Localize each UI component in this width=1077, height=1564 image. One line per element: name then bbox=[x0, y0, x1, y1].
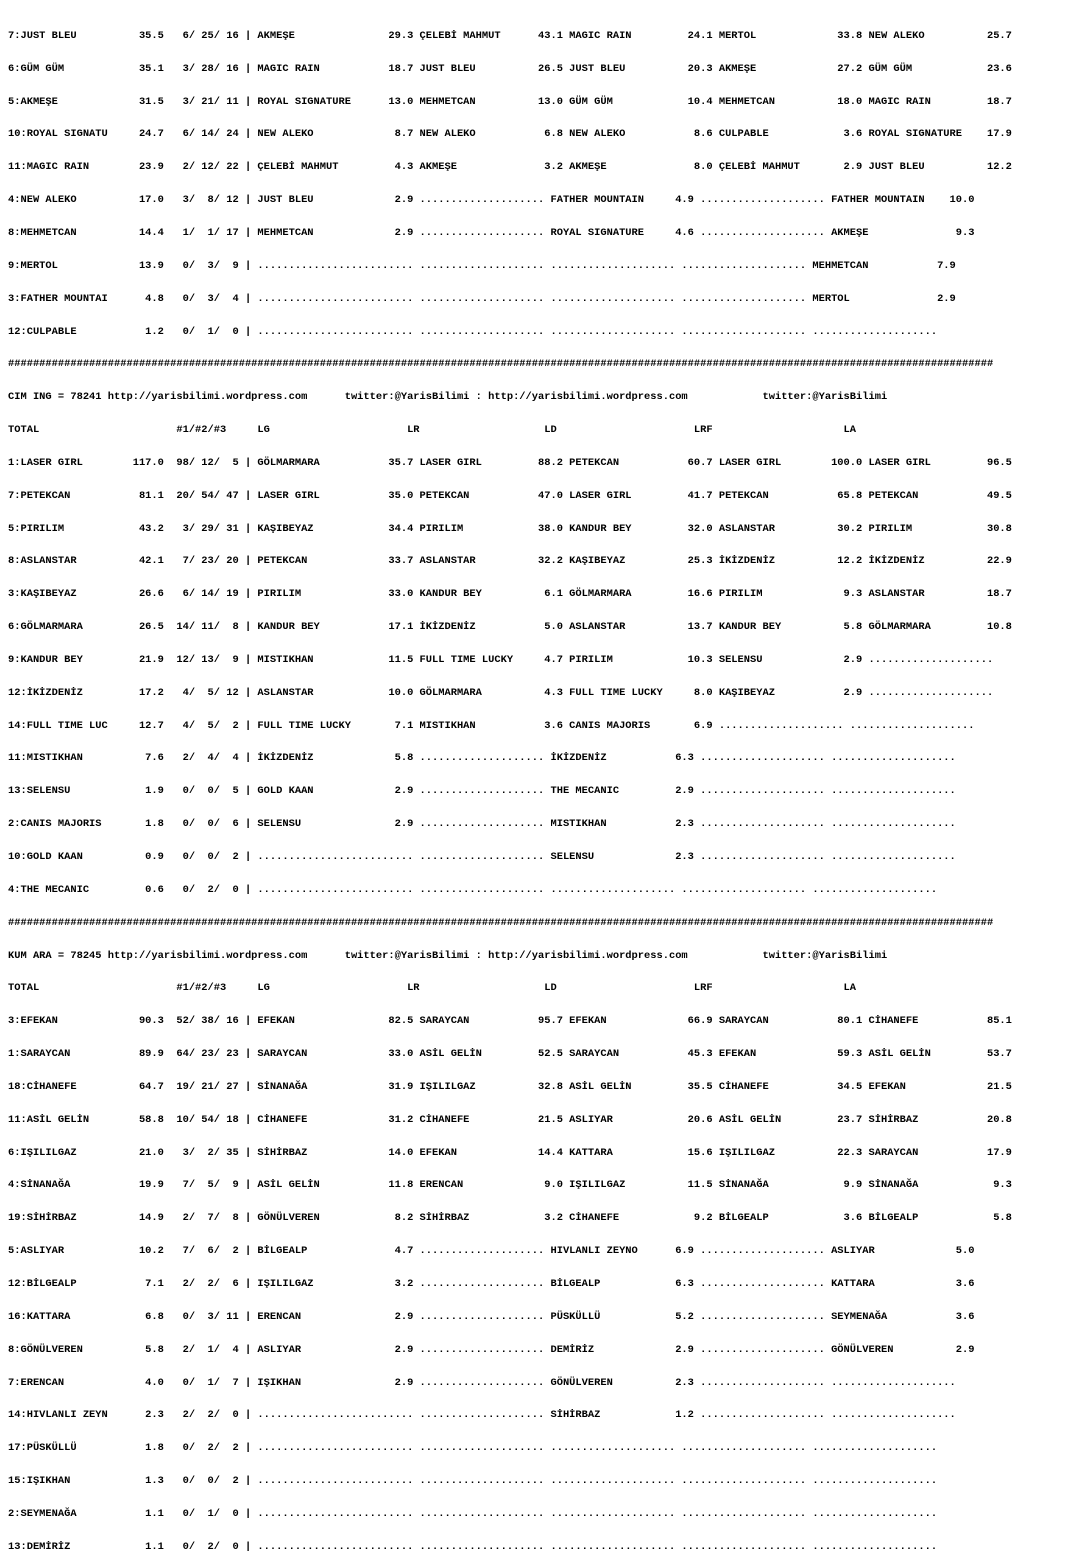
text-line: 19:SİHİRBAZ 14.9 2/ 7/ 8 | GÖNÜLVEREN 8.2 SİHİRBAZ 3.2 CİHANEFE 9.2 BİLGEALP 3.6 BİLGEALP 5.8 bbox=[8, 1212, 1012, 1225]
text-line: 6:GÜM GÜM 35.1 3/ 28/ 16 | MAGIC RAIN 18.7 JUST BLEU 26.5 JUST BLEU 20.3 AKMEŞE 27.2 GÜM GÜM 23.6 bbox=[8, 62, 1012, 75]
text-line: 13:SELENSU 1.9 0/ 0/ 5 | GOLD KAAN 2.9 .................... THE MECANIC 2.9 .................... .................... bbox=[8, 785, 956, 798]
text-line: 7:PETEKCAN 81.1 20/ 54/ 47 | LASER GIRL 35.0 PETEKCAN 47.0 LASER GIRL 41.7 PETEKCAN 65.8 PETEKCAN 49.5 bbox=[8, 489, 1012, 502]
text-line: 12:İKİZDENİZ 17.2 4/ 5/ 12 | ASLANSTAR 10.0 GÖLMARMARA 4.3 FULL TIME LUCKY 8.0 KAŞIBEYAZ 2.9 .................... bbox=[8, 686, 994, 699]
text-line: 4:THE MECANIC 0.6 0/ 2/ 0 | ......................... .................... .................... .................... .................... bbox=[8, 883, 938, 896]
text-line: 14:HIVLANLI ZEYN 2.3 2/ 2/ 0 | ......................... .................... SİHİRBAZ 1.2 .................... .................... bbox=[8, 1409, 956, 1422]
text-line: 9:MERTOL 13.9 0/ 3/ 9 | ......................... .................... .................... .................... MEHMETCAN 7.9 bbox=[8, 259, 956, 272]
text-line: 8:MEHMETCAN 14.4 1/ 1/ 17 | MEHMETCAN 2.9 .................... ROYAL SIGNATURE 4.6 .................... AKMEŞE 9.3 bbox=[8, 226, 975, 239]
text-line: 7:JUST BLEU 35.5 6/ 25/ 16 | AKMEŞE 29.3 ÇELEBİ MAHMUT 43.1 MAGIC RAIN 24.1 MERTOL 33.8 NEW ALEKO 25.7 bbox=[8, 29, 1012, 42]
text-line: 1:LASER GIRL 117.0 98/ 12/ 5 | GÖLMARMARA 35.7 LASER GIRL 88.2 PETEKCAN 60.7 LASER GIRL 100.0 LASER GIRL 96.5 bbox=[8, 456, 1012, 469]
text-line: 8:GÖNÜLVEREN 5.8 2/ 1/ 4 | ASLIYAR 2.9 .................... DEMİRİZ 2.9 .................... GÖNÜLVEREN 2.9 bbox=[8, 1343, 975, 1356]
column-header-line: TOTAL #1/#2/#3 LG LR LD LRF LA bbox=[8, 982, 857, 995]
text-line: 12:BİLGEALP 7.1 2/ 2/ 6 | IŞILILGAZ 3.2 .................... BİLGEALP 6.3 .................... KATTARA 3.6 bbox=[8, 1277, 975, 1290]
results-printout bbox=[8, 9, 1070, 1564]
text-line: 4:SİNANAĞA 19.9 7/ 5/ 9 | ASİL GELİN 11.8 ERENCAN 9.0 IŞILILGAZ 11.5 SİNANAĞA 9.9 SİNANAĞA 9.3 bbox=[8, 1179, 1012, 1192]
text-line: 10:GOLD KAAN 0.9 0/ 0/ 2 | ......................... .................... SELENSU 2.3 .................... .................... bbox=[8, 851, 956, 863]
text-line: 14:FULL TIME LUC 12.7 4/ 5/ 2 | FULL TIME LUCKY 7.1 MISTIKHAN 3.6 CANIS MAJORIS 6.9 .................... .................... bbox=[8, 719, 975, 732]
text-line: 3:EFEKAN 90.3 52/ 38/ 16 | EFEKAN 82.5 SARAYCAN 95.7 EFEKAN 66.9 SARAYCAN 80.1 CİHANEFE 85.1 bbox=[8, 1015, 1012, 1028]
text-line: 6:IŞILILGAZ 21.0 3/ 2/ 35 | SİHİRBAZ 14.0 EFEKAN 14.4 KATTARA 15.6 IŞILILGAZ 22.3 SARAYCAN 17.9 bbox=[8, 1146, 1012, 1159]
text-line: 11:ASİL GELİN 58.8 10/ 54/ 18 | CİHANEFE 31.2 CİHANEFE 21.5 ASLIYAR 20.6 ASİL GELİN 23.7 SİHİRBAZ 20.8 bbox=[8, 1113, 1012, 1126]
column-header-line: TOTAL #1/#2/#3 LG LR LD LRF LA bbox=[8, 424, 857, 437]
text-line: 11:MAGIC RAIN 23.9 2/ 12/ 22 | ÇELEBİ MAHMUT 4.3 AKMEŞE 3.2 AKMEŞE 8.0 ÇELEBİ MAHMUT 2.9 JUST BLEU 12.2 bbox=[8, 161, 1012, 174]
text-line: 3:KAŞIBEYAZ 26.6 6/ 14/ 19 | PIRILIM 33.0 KANDUR BEY 6.1 GÖLMARMARA 16.6 PIRILIM 9.3 ASLANSTAR 18.7 bbox=[8, 588, 1012, 601]
race-header-line: KUM ARA = 78245 http://yarisbilimi.wordpress.com twitter:@YarisBilimi : http://yarisbilimi.wordpress.com twitter:@YarisBilimi bbox=[8, 949, 888, 962]
text-line: 15:IŞIKHAN 1.3 0/ 0/ 2 | ......................... .................... .................... .................... .................... bbox=[8, 1475, 938, 1488]
text-line: 1:SARAYCAN 89.9 64/ 23/ 23 | SARAYCAN 33.0 ASİL GELİN 52.5 SARAYCAN 45.3 EFEKAN 59.3 ASİL GELİN 53.7 bbox=[8, 1048, 1012, 1061]
text-line: 4:NEW ALEKO 17.0 3/ 8/ 12 | JUST BLEU 2.9 .................... FATHER MOUNTAIN 4.9 .................... FATHER MOUNTAIN 10.0 bbox=[8, 194, 975, 207]
text-line: 9:KANDUR BEY 21.9 12/ 13/ 9 | MISTIKHAN 11.5 FULL TIME LUCKY 4.7 PIRILIM 10.3 SELENSU 2.9 .................... bbox=[8, 653, 994, 666]
text-line: 10:ROYAL SIGNATU 24.7 6/ 14/ 24 | NEW ALEKO 8.7 NEW ALEKO 6.8 NEW ALEKO 8.6 CULPABLE 3.6 ROYAL SIGNATURE 17.9 bbox=[8, 128, 1012, 141]
text-line: 12:CULPABLE 1.2 0/ 1/ 0 | ......................... .................... .................... .................... .................... bbox=[8, 325, 938, 338]
text-line: 17:PÜSKÜLLÜ 1.8 0/ 2/ 2 | ......................... .................... .................... .................... .................... bbox=[8, 1442, 938, 1455]
text-line: 8:ASLANSTAR 42.1 7/ 23/ 20 | PETEKCAN 33.7 ASLANSTAR 32.2 KAŞIBEYAZ 25.3 İKİZDENİZ 12.2 İKİZDENİZ 22.9 bbox=[8, 555, 1012, 568]
text-line: 3:FATHER MOUNTAI 4.8 0/ 3/ 4 | ......................... .................... .................... .................... MERTOL 2.9 bbox=[8, 292, 956, 305]
text-line: 5:ASLIYAR 10.2 7/ 6/ 2 | BİLGEALP 4.7 .................... HIVLANLI ZEYNO 6.9 .................... ASLIYAR 5.0 bbox=[8, 1245, 975, 1258]
text-line: 11:MISTIKHAN 7.6 2/ 4/ 4 | İKİZDENİZ 5.8 .................... İKİZDENİZ 6.3 .................... .................... bbox=[8, 752, 956, 765]
text-line: 2:SEYMENAĞA 1.1 0/ 1/ 0 | ......................... .................... .................... .................... .................... bbox=[8, 1507, 938, 1520]
text-line: 5:PIRILIM 43.2 3/ 29/ 31 | KAŞIBEYAZ 34.4 PIRILIM 38.0 KANDUR BEY 32.0 ASLANSTAR 30.2 PIRILIM 30.8 bbox=[8, 522, 1012, 535]
text-line: 7:ERENCAN 4.0 0/ 1/ 7 | IŞIKHAN 2.9 .................... GÖNÜLVEREN 2.3 .................... .................... bbox=[8, 1376, 956, 1389]
text-line: 18:CİHANEFE 64.7 19/ 21/ 27 | SİNANAĞA 31.9 IŞILILGAZ 32.8 ASİL GELİN 35.5 CİHANEFE 34.5 EFEKAN 21.5 bbox=[8, 1080, 1012, 1093]
separator-line: ############################################################################################################################################################## bbox=[8, 358, 994, 371]
text-line: 6:GÖLMARMARA 26.5 14/ 11/ 8 | KANDUR BEY 17.1 İKİZDENİZ 5.0 ASLANSTAR 13.7 KANDUR BEY 5.8 GÖLMARMARA 10.8 bbox=[8, 621, 1012, 634]
separator-line: ############################################################################################################################################################## bbox=[8, 916, 994, 929]
race-header-line: CIM ING = 78241 http://yarisbilimi.wordpress.com twitter:@YarisBilimi : http://yarisbilimi.wordpress.com twitter:@YarisBilimi bbox=[8, 391, 888, 404]
text-line: 5:AKMEŞE 31.5 3/ 21/ 11 | ROYAL SIGNATURE 13.0 MEHMETCAN 13.0 GÜM GÜM 10.4 MEHMETCAN 18.0 MAGIC RAIN 18.7 bbox=[8, 95, 1012, 108]
text-line: 2:CANIS MAJORIS 1.8 0/ 0/ 6 | SELENSU 2.9 .................... MISTIKHAN 2.3 .................... .................... bbox=[8, 818, 956, 831]
text-line: 13:DEMİRİZ 1.1 0/ 2/ 0 | ......................... .................... .................... .................... .................... bbox=[8, 1540, 938, 1553]
text-line: 16:KATTARA 6.8 0/ 3/ 11 | ERENCAN 2.9 .................... PÜSKÜLLÜ 5.2 .................... SEYMENAĞA 3.6 bbox=[8, 1310, 975, 1323]
